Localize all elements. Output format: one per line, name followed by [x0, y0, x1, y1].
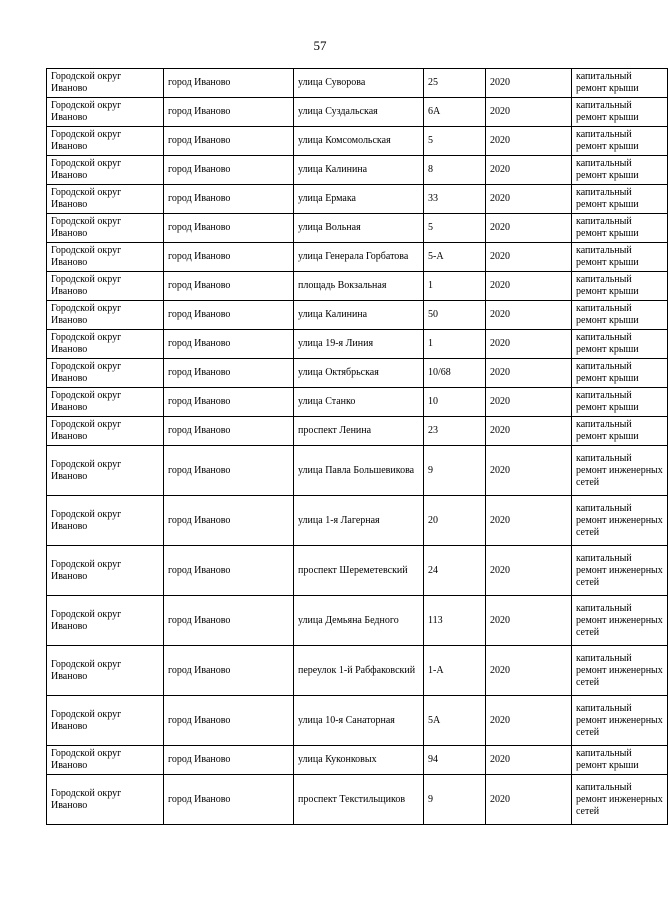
- year-cell: 2020: [486, 446, 572, 496]
- table-row: [47, 156, 668, 185]
- street-cell: улица Вольная: [294, 214, 424, 243]
- work-type-cell: капитальный ремонт крыши: [572, 156, 668, 185]
- house-number-cell: 24: [424, 546, 486, 596]
- city-cell: город Иваново: [164, 185, 294, 214]
- district-cell: Городской округ Иваново: [47, 775, 164, 825]
- district-cell: Городской округ Иваново: [47, 127, 164, 156]
- year-cell: 2020: [486, 330, 572, 359]
- district-cell: Городской округ Иваново: [47, 446, 164, 496]
- work-type-cell: капитальный ремонт крыши: [572, 98, 668, 127]
- house-number-cell: 1: [424, 330, 486, 359]
- year-cell: 2020: [486, 98, 572, 127]
- district-cell: Городской округ Иваново: [47, 646, 164, 696]
- district-cell: Городской округ Иваново: [47, 156, 164, 185]
- table-row: [47, 98, 668, 127]
- table-row: [47, 330, 668, 359]
- city-cell: город Иваново: [164, 301, 294, 330]
- work-type-cell: капитальный ремонт инженерных сетей: [572, 646, 668, 696]
- repair-registry-table: [46, 68, 668, 825]
- work-type-cell: капитальный ремонт крыши: [572, 301, 668, 330]
- work-type-cell: капитальный ремонт крыши: [572, 359, 668, 388]
- district-cell: Городской округ Иваново: [47, 272, 164, 301]
- city-cell: город Иваново: [164, 156, 294, 185]
- house-number-cell: 9: [424, 775, 486, 825]
- street-cell: улица Октябрьская: [294, 359, 424, 388]
- street-cell: улица Калинина: [294, 156, 424, 185]
- work-type-cell: капитальный ремонт крыши: [572, 214, 668, 243]
- year-cell: 2020: [486, 214, 572, 243]
- year-cell: 2020: [486, 546, 572, 596]
- street-cell: улица Станко: [294, 388, 424, 417]
- street-cell: улица 1-я Лагерная: [294, 496, 424, 546]
- work-type-cell: капитальный ремонт инженерных сетей: [572, 775, 668, 825]
- district-cell: Городской округ Иваново: [47, 696, 164, 746]
- page-number: 57: [313, 38, 327, 53]
- district-cell: Городской округ Иваново: [47, 98, 164, 127]
- city-cell: город Иваново: [164, 69, 294, 98]
- house-number-cell: 5А: [424, 696, 486, 746]
- year-cell: 2020: [486, 243, 572, 272]
- year-cell: 2020: [486, 746, 572, 775]
- street-cell: улица Павла Большевикова: [294, 446, 424, 496]
- street-cell: улица 10-я Санаторная: [294, 696, 424, 746]
- city-cell: город Иваново: [164, 359, 294, 388]
- city-cell: город Иваново: [164, 646, 294, 696]
- house-number-cell: 6А: [424, 98, 486, 127]
- house-number-cell: 23: [424, 417, 486, 446]
- year-cell: 2020: [486, 496, 572, 546]
- house-number-cell: 50: [424, 301, 486, 330]
- work-type-cell: капитальный ремонт крыши: [572, 272, 668, 301]
- house-number-cell: 25: [424, 69, 486, 98]
- district-cell: Городской округ Иваново: [47, 746, 164, 775]
- city-cell: город Иваново: [164, 746, 294, 775]
- year-cell: 2020: [486, 646, 572, 696]
- district-cell: Городской округ Иваново: [47, 243, 164, 272]
- year-cell: 2020: [486, 775, 572, 825]
- district-cell: Городской округ Иваново: [47, 359, 164, 388]
- table-row: [47, 69, 668, 98]
- district-cell: Городской округ Иваново: [47, 185, 164, 214]
- work-type-cell: капитальный ремонт крыши: [572, 185, 668, 214]
- table-row: [47, 646, 668, 696]
- street-cell: улица 19-я Линия: [294, 330, 424, 359]
- work-type-cell: капитальный ремонт инженерных сетей: [572, 496, 668, 546]
- city-cell: город Иваново: [164, 388, 294, 417]
- city-cell: город Иваново: [164, 98, 294, 127]
- table-row: [47, 243, 668, 272]
- table-row: [47, 746, 668, 775]
- work-type-cell: капитальный ремонт крыши: [572, 330, 668, 359]
- street-cell: улица Комсомольская: [294, 127, 424, 156]
- work-type-cell: капитальный ремонт крыши: [572, 417, 668, 446]
- year-cell: 2020: [486, 185, 572, 214]
- city-cell: город Иваново: [164, 546, 294, 596]
- street-cell: проспект Текстильщиков: [294, 775, 424, 825]
- work-type-cell: капитальный ремонт крыши: [572, 69, 668, 98]
- city-cell: город Иваново: [164, 446, 294, 496]
- table-row: [47, 496, 668, 546]
- city-cell: город Иваново: [164, 127, 294, 156]
- city-cell: город Иваново: [164, 496, 294, 546]
- district-cell: Городской округ Иваново: [47, 417, 164, 446]
- street-cell: проспект Шереметевский: [294, 546, 424, 596]
- street-cell: улица Суздальская: [294, 98, 424, 127]
- city-cell: город Иваново: [164, 696, 294, 746]
- table-row: [47, 359, 668, 388]
- table-row: [47, 775, 668, 825]
- year-cell: 2020: [486, 596, 572, 646]
- street-cell: площадь Вокзальная: [294, 272, 424, 301]
- year-cell: 2020: [486, 69, 572, 98]
- street-cell: переулок 1-й Рабфаковский: [294, 646, 424, 696]
- work-type-cell: капитальный ремонт крыши: [572, 388, 668, 417]
- city-cell: город Иваново: [164, 596, 294, 646]
- table-row: [47, 417, 668, 446]
- house-number-cell: 5: [424, 214, 486, 243]
- work-type-cell: капитальный ремонт крыши: [572, 746, 668, 775]
- work-type-cell: капитальный ремонт крыши: [572, 243, 668, 272]
- house-number-cell: 94: [424, 746, 486, 775]
- work-type-cell: капитальный ремонт инженерных сетей: [572, 446, 668, 496]
- street-cell: улица Калинина: [294, 301, 424, 330]
- district-cell: Городской округ Иваново: [47, 301, 164, 330]
- street-cell: улица Генерала Горбатова: [294, 243, 424, 272]
- district-cell: Городской округ Иваново: [47, 69, 164, 98]
- house-number-cell: 1: [424, 272, 486, 301]
- district-cell: Городской округ Иваново: [47, 496, 164, 546]
- work-type-cell: капитальный ремонт инженерных сетей: [572, 596, 668, 646]
- house-number-cell: 5: [424, 127, 486, 156]
- table-row: [47, 185, 668, 214]
- district-cell: Городской округ Иваново: [47, 330, 164, 359]
- table-row: [47, 388, 668, 417]
- table-row: [47, 272, 668, 301]
- house-number-cell: 5-А: [424, 243, 486, 272]
- street-cell: улица Суворова: [294, 69, 424, 98]
- table-row: [47, 596, 668, 646]
- year-cell: 2020: [486, 301, 572, 330]
- work-type-cell: капитальный ремонт инженерных сетей: [572, 696, 668, 746]
- year-cell: 2020: [486, 156, 572, 185]
- street-cell: улица Ермака: [294, 185, 424, 214]
- street-cell: улица Куконковых: [294, 746, 424, 775]
- table-row: [47, 446, 668, 496]
- district-cell: Городской округ Иваново: [47, 596, 164, 646]
- table-row: [47, 301, 668, 330]
- year-cell: 2020: [486, 417, 572, 446]
- year-cell: 2020: [486, 359, 572, 388]
- table-row: [47, 696, 668, 746]
- house-number-cell: 9: [424, 446, 486, 496]
- city-cell: город Иваново: [164, 330, 294, 359]
- street-cell: проспект Ленина: [294, 417, 424, 446]
- house-number-cell: 33: [424, 185, 486, 214]
- house-number-cell: 1-А: [424, 646, 486, 696]
- city-cell: город Иваново: [164, 775, 294, 825]
- work-type-cell: капитальный ремонт крыши: [572, 127, 668, 156]
- house-number-cell: 113: [424, 596, 486, 646]
- city-cell: город Иваново: [164, 214, 294, 243]
- year-cell: 2020: [486, 696, 572, 746]
- table-row: [47, 127, 668, 156]
- table-row: [47, 546, 668, 596]
- year-cell: 2020: [486, 272, 572, 301]
- house-number-cell: 10/68: [424, 359, 486, 388]
- year-cell: 2020: [486, 127, 572, 156]
- city-cell: город Иваново: [164, 417, 294, 446]
- year-cell: 2020: [486, 388, 572, 417]
- city-cell: город Иваново: [164, 243, 294, 272]
- work-type-cell: капитальный ремонт инженерных сетей: [572, 546, 668, 596]
- district-cell: Городской округ Иваново: [47, 388, 164, 417]
- city-cell: город Иваново: [164, 272, 294, 301]
- district-cell: Городской округ Иваново: [47, 214, 164, 243]
- street-cell: улица Демьяна Бедного: [294, 596, 424, 646]
- house-number-cell: 20: [424, 496, 486, 546]
- table-row: [47, 214, 668, 243]
- house-number-cell: 10: [424, 388, 486, 417]
- house-number-cell: 8: [424, 156, 486, 185]
- table-body: [47, 69, 668, 825]
- district-cell: Городской округ Иваново: [47, 546, 164, 596]
